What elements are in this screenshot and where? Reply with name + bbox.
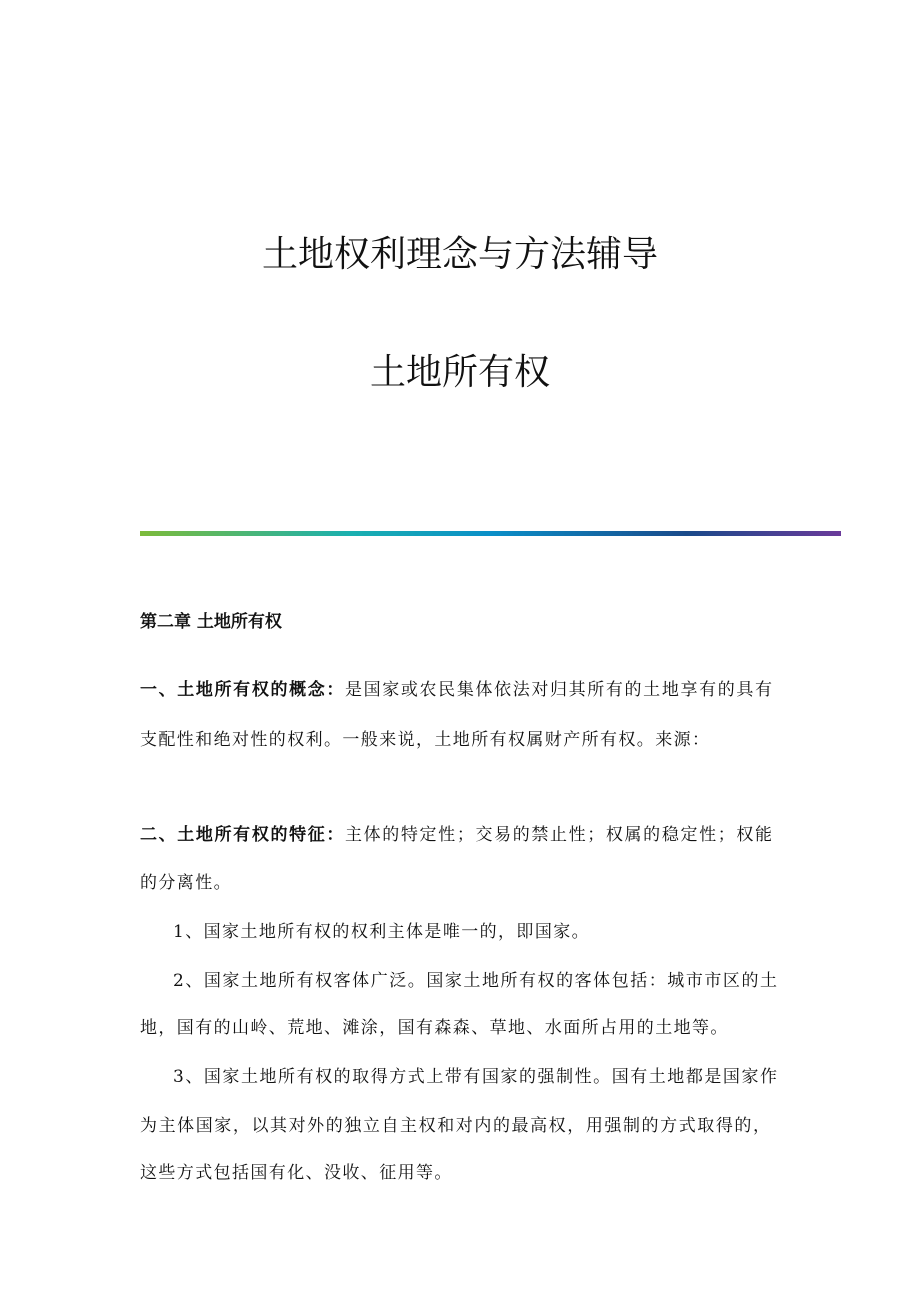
item-3-line1: 3、国家土地所有权的取得方式上带有国家的强制性。国有土地都是国家作: [173, 1067, 777, 1087]
item-1-line1: 1、国家土地所有权的权利主体是唯一的，即国家。: [173, 922, 591, 942]
section2-text: 主体的特定性；交易的禁止性；权属的稳定性；权能: [345, 825, 772, 845]
item-3-line3: 这些方式包括国有化、没收、征用等。: [140, 1163, 453, 1183]
item-2-line2: 地，国有的山岭、荒地、滩涂，国有森森、草地、水面所占用的土地等。: [140, 1018, 729, 1038]
item-2-line1: 2、国家土地所有权客体广泛。国家土地所有权的客体包括：城市市区的土: [173, 971, 777, 991]
section2-heading: 二、土地所有权的特征：: [140, 825, 345, 845]
document-subtitle: 土地所有权: [369, 352, 550, 393]
section1-line1: [140, 679, 772, 701]
gradient-divider: [140, 531, 841, 536]
section1-text: 是国家或农民集体依法对归其所有的土地享有的具有: [345, 680, 772, 700]
section2-line1: [140, 824, 772, 846]
section1-heading: 一、土地所有权的概念：: [140, 680, 345, 700]
chapter-heading: [140, 611, 282, 633]
chapter-text: 第二章 土地所有权: [140, 612, 282, 632]
document-title: 土地权利理念与方法辅导: [261, 234, 658, 275]
section2-line2: 的分离性。: [140, 873, 232, 893]
item-3-line2: 为主体国家，以其对外的独立自主权和对内的最高权，用强制的方式取得的，: [140, 1116, 770, 1136]
section1-line2: 支配性和绝对性的权利。一般来说，土地所有权属财产所有权。来源：: [140, 730, 711, 750]
